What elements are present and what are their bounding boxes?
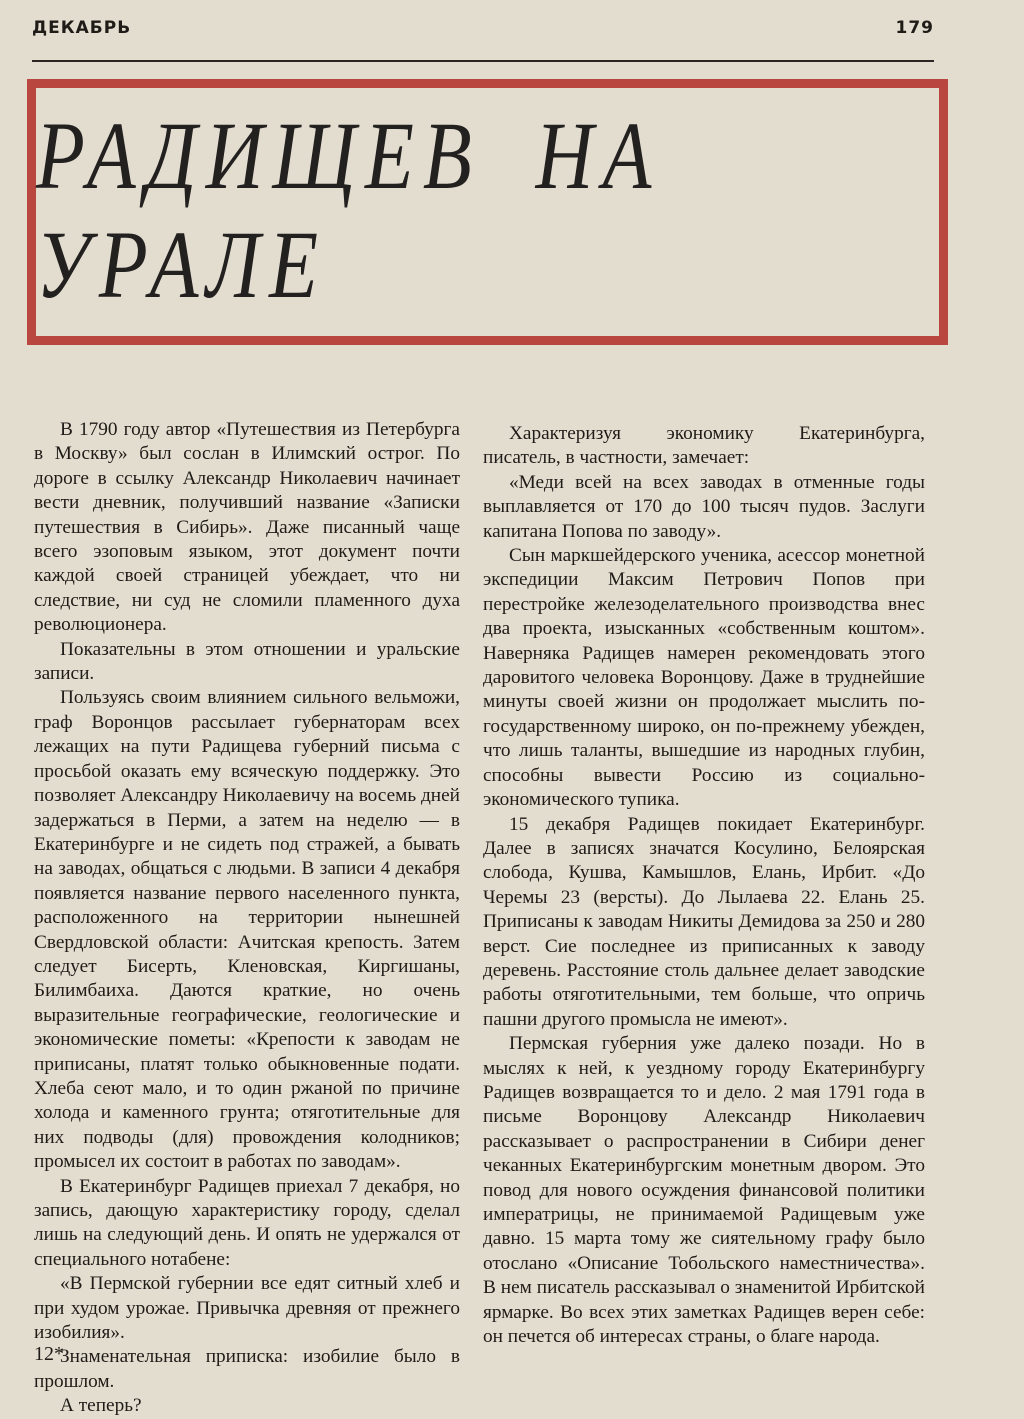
running-head xyxy=(32,18,934,42)
section-title: ДЕКАБРЬ xyxy=(32,18,132,38)
paragraph: Характеризуя экономику Екатеринбурга, писатель, в частности, замечает: xyxy=(483,423,925,469)
page-number: 179 xyxy=(895,18,934,38)
paragraph: Показательны в этом отношении и уральские записи. xyxy=(34,638,460,685)
quote-paragraph: «В Пермской губернии все едят ситный хлеб и при худом урожае. Привычка древняя от прежнего изобилия». xyxy=(34,1273,460,1344)
header-rule xyxy=(32,60,934,62)
paragraph: А теперь? xyxy=(60,1395,142,1417)
paragraph: 15 декабря Радищев покидает Екатеринбург. Далее в записях значатся Косулино, Белоярская слобода, Кушва, Камышлов, Елань, Ирбит. «До Черемы 23 (версты). До Лылаева 22. Елань 25. Приписаны к заводам Никиты Демидова за 250 и 280 верст. Сие последнее из приписанных к заводу деревень. Расстояние столь дальнее делает заводские работы отяготительными, тем больше, что опричь пашни другого промысла не имеют». xyxy=(483,813,925,1030)
article-title: РАДИЩЕВ НА УРАЛЕ xyxy=(36,104,661,319)
paragraph: Знаменательная приписка: изобилие было в прошлом. xyxy=(34,1346,460,1392)
quote-paragraph: «Меди всей на всех заводах в отменные годы выплавляется от 170 до 100 тысяч пудов. Заслуги капитана Попова по заводу». xyxy=(483,471,925,542)
paragraph: Сын маркшейдерского ученика, асессор монетной экспедиции Максим Петрович Попов при перестройке железоделательного производства внес два проекта, изысканных «собственным коштом». Наверняка Радищев намерен рекомендовать этого даровитого человека Воронцову. Даже в труднейшие минуты своей жизни он продолжает мыслить по-государственному широко, он по-прежнему убежден, что лишь таланты, вышедшие из народных глубин, способны вывести Россию из социально-экономического тупика. xyxy=(483,545,925,811)
right-column xyxy=(483,422,925,1349)
signature-mark: 12* xyxy=(34,1343,64,1365)
paragraph: Пользуясь своим влиянием сильного вельможи, граф Воронцов рассылает губернаторам всех лежащих на пути Радищева губерний письма с просьбой оказать ему всяческую поддержку. Это позволяет Александру Николаевичу на восемь дней задержаться в Перми, а затем на неделю — в Екатеринбурге и не сидеть под стражей, а бывать на заводах, общаться с людьми. В записи 4 декабря появляется название первого населенного пункта, расположенного на территории нынешней Свердловской области: Ачитская крепость. Затем следует Бисерть, Кленовская, Киргишаны, Билимбаиха. Даются краткие, но очень выразительные географические, геологические и экономические пометы: «Крепости к заводам не приписаны, платят только обыкновенные подати. Хлеба сеют мало, и то один ржаной по причине холода и каменного грунта; отяготительные для них подводы (для) провождения колодников; промысел их состоит в работах по заводам». xyxy=(34,687,460,1173)
paragraph: В Екатеринбург Радищев приехал 7 декабря, но запись, дающую характеристику городу, сделал лишь на следующий день. И опять не удержался от специального нотабене: xyxy=(34,1175,460,1270)
left-column xyxy=(34,418,460,1419)
paragraph: Пермская губерния уже далеко позади. Но в мыслях к ней, к уездному городу Екатеринбургу Радищев возвращается то и дело. 2 мая 1791 года в письме Воронцову Александр Николаевич рассказывает о распространении в Сибири денег чеканных Екатеринбургским монетным двором. Это повод для нового осуждения финансовой политики императрицы, не принимаемой Радищевым уже давно. 15 марта тому же сиятельному графу было отослано «Описание Тобольского наместничества». В нем писатель рассказывал о знаменитой Ирбитской ярмарке. Во всех этих заметках Радищев верен себе: он печется об интересах страны, о благе народа. xyxy=(483,1033,925,1348)
paragraph: В 1790 году автор «Путешествия из Петербурга в Москву» был сослан в Илимский острог. По дороге в ссылку Александр Николаевич начинает вести дневник, получивший название «Записки путешествия в Сибирь». Даже писанный чаще всего эзоповым языком, этот документ почти каждой своей страницей убеждает, что ни следствие, ни суд не сломили пламенного духа революционера. xyxy=(34,419,460,636)
title-frame xyxy=(27,79,948,345)
